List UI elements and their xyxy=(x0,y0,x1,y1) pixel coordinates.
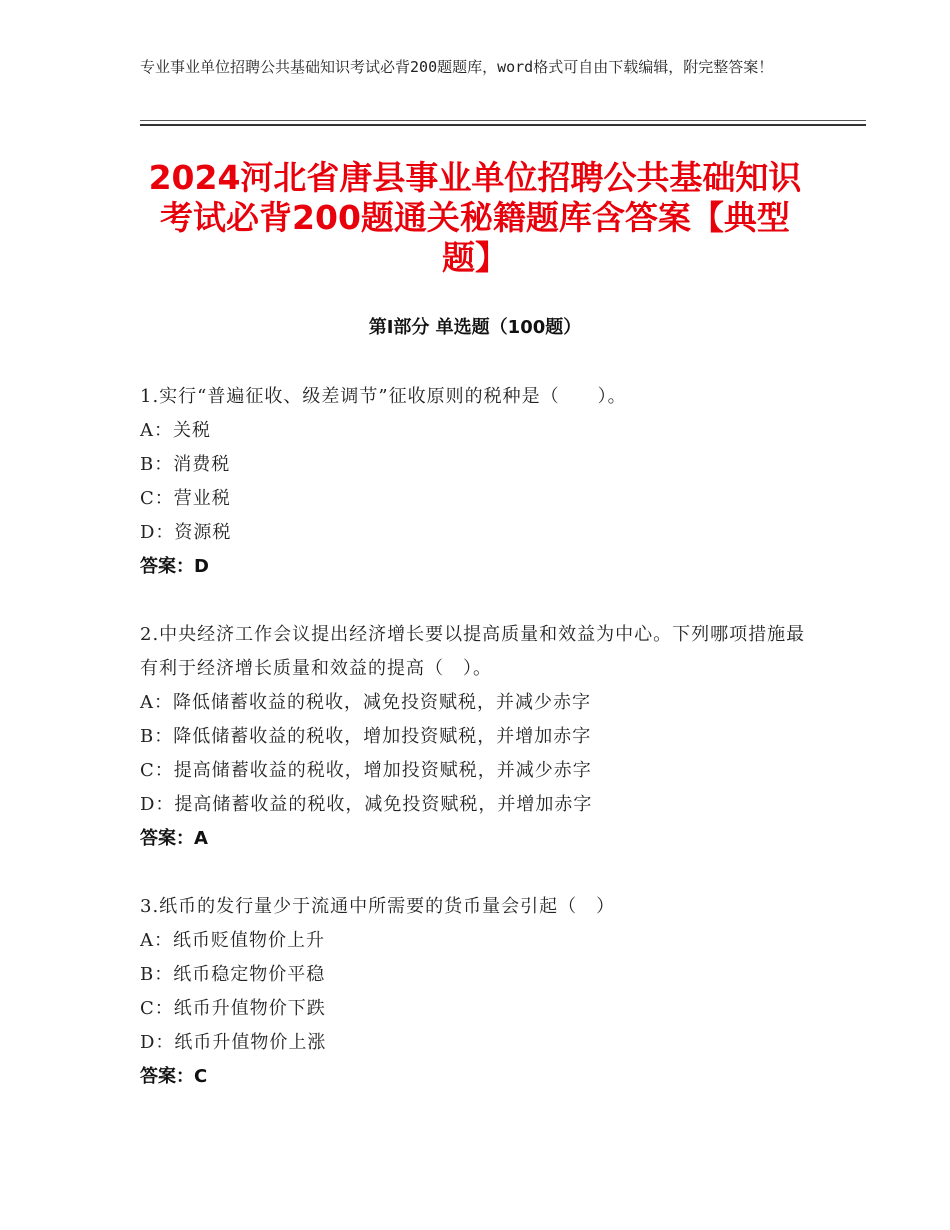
option-c: C：纸币升值物价下跌 xyxy=(140,998,326,1019)
question-2 xyxy=(140,618,810,856)
option-c: C：营业税 xyxy=(140,488,231,509)
option-a: A：纸币贬值物价上升 xyxy=(140,930,325,951)
option-a: A：关税 xyxy=(140,420,211,441)
option-c: C：提高储蓄收益的税收，增加投资赋税，并减少赤字 xyxy=(140,760,592,781)
question-3 xyxy=(140,890,810,1094)
page-header-text: 专业事业单位招聘公共基础知识考试必背200题题库，word格式可自由下载编辑，附完整答案！ xyxy=(140,58,774,76)
question-list xyxy=(140,380,810,1128)
question-1 xyxy=(140,380,810,584)
option-d: D：提高储蓄收益的税收，减免投资赋税，并增加赤字 xyxy=(140,794,593,815)
answer-line: 答案：D xyxy=(140,556,209,577)
question-stem: 2.中央经济工作会议提出经济增长要以提高质量和效益为中心。下列哪项措施最有利于经济增长质量和效益的提高（ ）。 xyxy=(140,624,806,679)
document-title: 2024河北省唐县事业单位招聘公共基础知识考试必背200题通关秘籍题库含答案【典型题】 xyxy=(148,158,802,277)
answer-line: 答案：C xyxy=(140,1066,208,1087)
option-d: D：资源税 xyxy=(140,522,232,543)
option-b: B：纸币稳定物价平稳 xyxy=(140,964,326,985)
question-stem: 3.纸币的发行量少于流通中所需要的货币量会引起（ ） xyxy=(140,896,616,917)
header-rule-thick xyxy=(140,124,866,126)
option-b: B：消费税 xyxy=(140,454,231,475)
header-rule-thin xyxy=(140,120,866,121)
option-d: D：纸币升值物价上涨 xyxy=(140,1032,327,1053)
question-stem: 1.实行“普遍征收、级差调节”征收原则的税种是（ ）。 xyxy=(140,386,627,407)
section-title: 第Ⅰ部分 单选题（100题） xyxy=(368,317,582,338)
option-a: A：降低储蓄收益的税收，减免投资赋税，并减少赤字 xyxy=(140,692,591,713)
option-b: B：降低储蓄收益的税收，增加投资赋税，并增加赤字 xyxy=(140,726,592,747)
answer-line: 答案：A xyxy=(140,828,208,849)
